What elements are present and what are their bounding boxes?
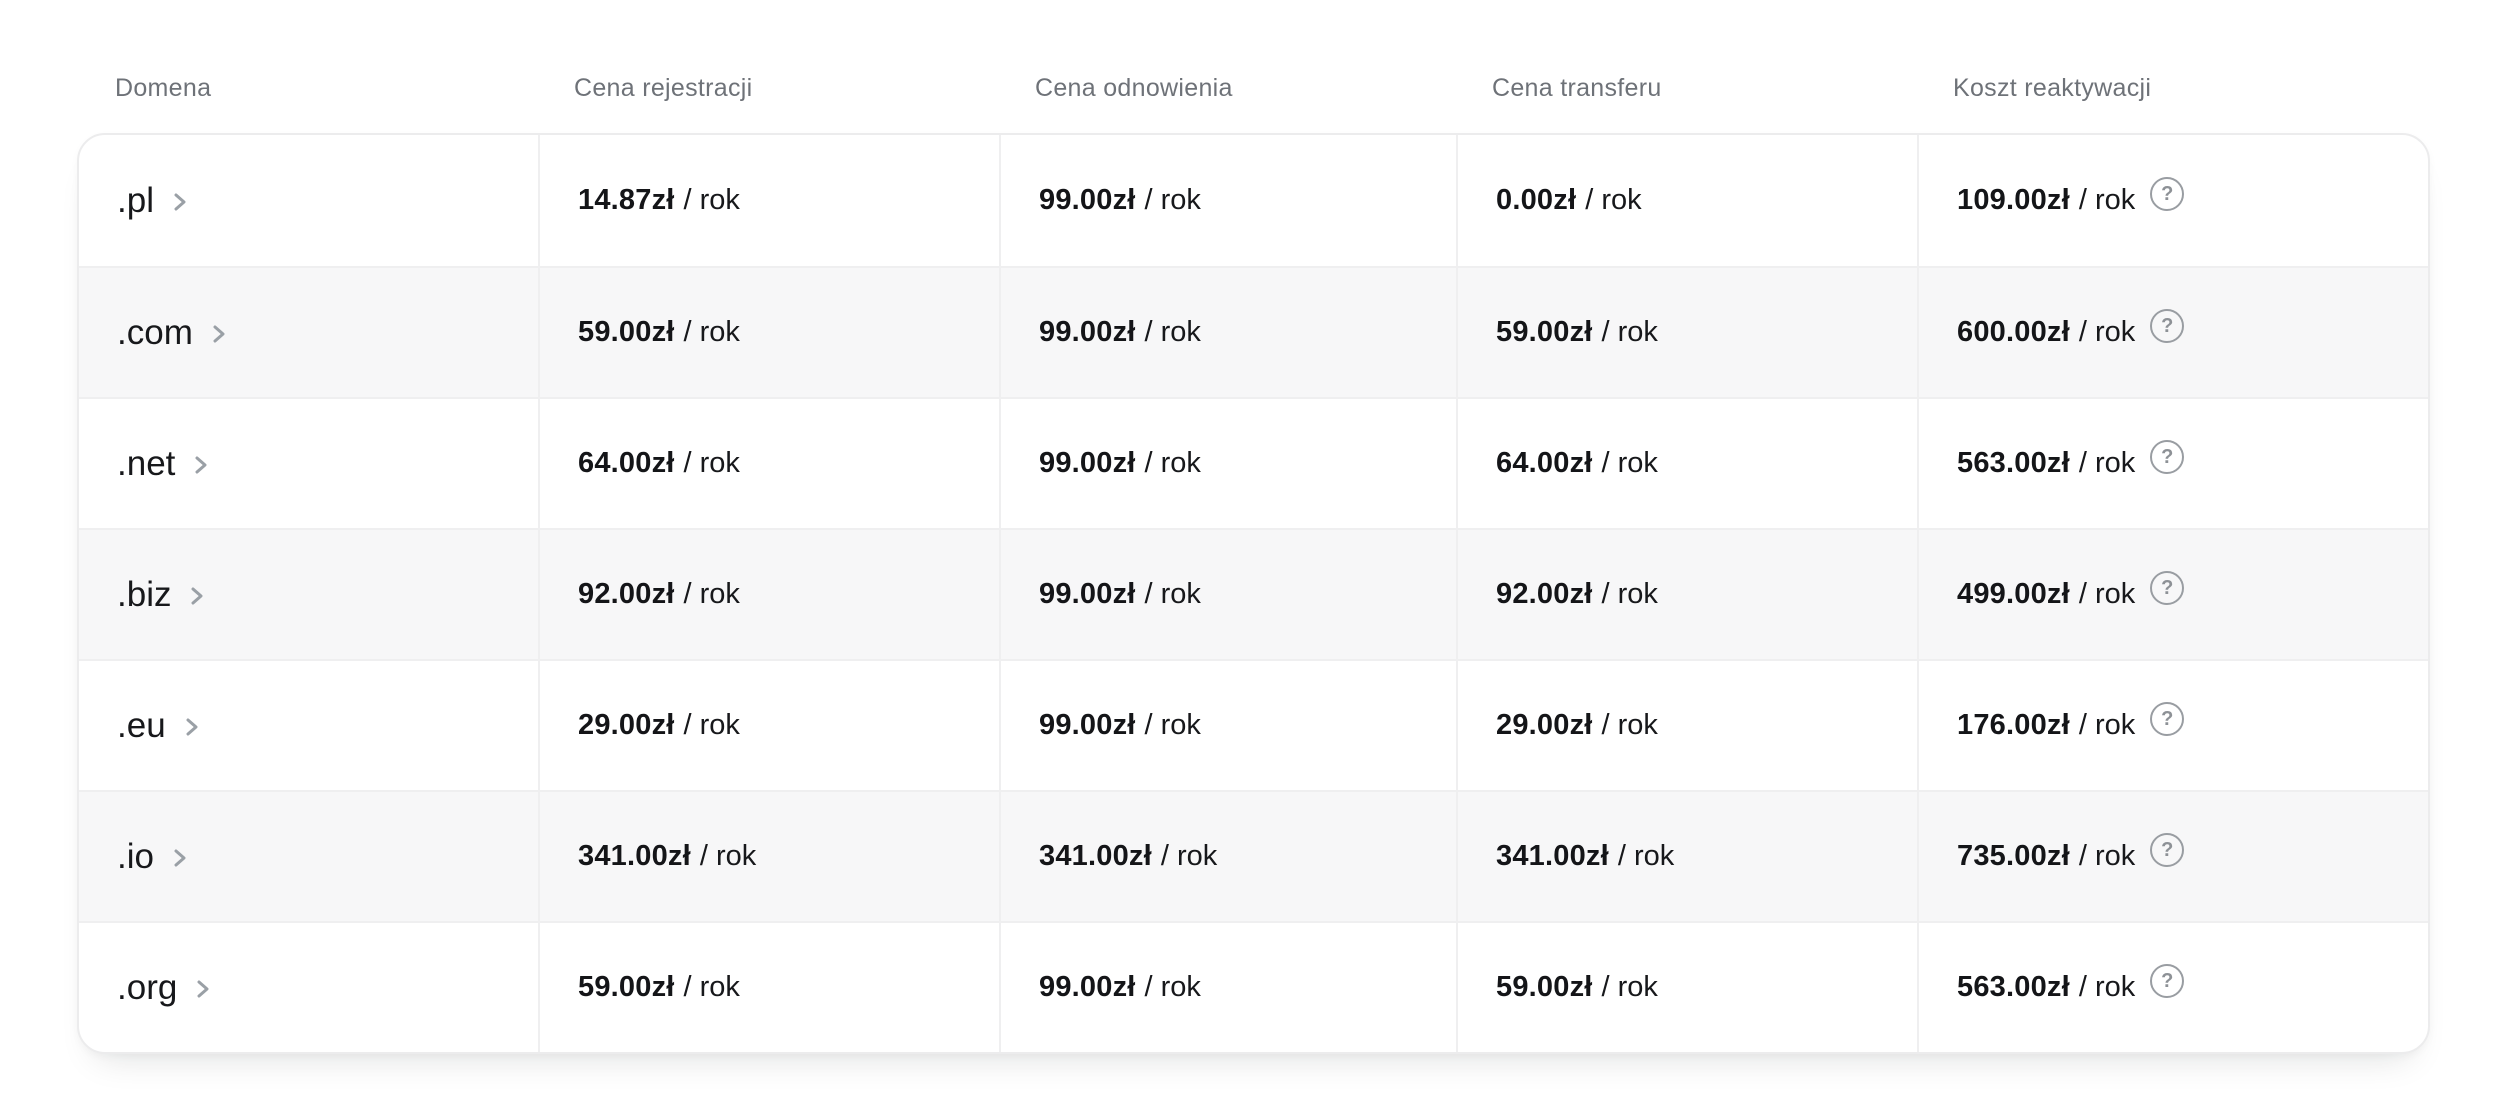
domain-link[interactable] — [117, 444, 209, 484]
help-icon[interactable]: ? — [2150, 440, 2184, 474]
table-row — [79, 659, 2428, 790]
transfer-price-cell — [1456, 135, 1917, 266]
domain-label: .io — [117, 836, 154, 876]
price-period: / rok — [683, 709, 740, 741]
help-icon[interactable]: ? — [2150, 702, 2184, 736]
transfer-price-cell — [1456, 792, 1917, 921]
chevron-right-icon — [172, 845, 188, 871]
reactivation-price-cell — [1917, 399, 2428, 528]
reactivation-price-cell — [1917, 923, 2428, 1052]
price-value: 59.00zł — [1496, 971, 1593, 1003]
price-value: 600.00zł — [1957, 316, 2070, 348]
price-value: 0.00zł — [1496, 184, 1577, 216]
column-header-koszt-reaktywacji: Koszt reaktywacji — [1953, 74, 2152, 102]
domain-link[interactable] — [117, 837, 188, 877]
price-value: 59.00zł — [1496, 316, 1593, 348]
column-header-cena-rejestracji: Cena rejestracji — [574, 74, 753, 102]
domain-label: .org — [117, 967, 178, 1007]
registration-price-cell — [538, 661, 999, 790]
help-icon[interactable]: ? — [2150, 964, 2184, 998]
price-period: / rok — [2078, 447, 2136, 479]
help-icon[interactable]: ? — [2150, 833, 2184, 867]
transfer-price-cell — [1456, 661, 1917, 790]
price-value: 499.00zł — [1957, 578, 2070, 610]
transfer-price-cell — [1456, 268, 1917, 397]
price-value: 563.00zł — [1957, 447, 2070, 479]
price-value: 99.00zł — [1039, 578, 1136, 610]
chevron-right-icon — [195, 976, 211, 1002]
domain-link[interactable] — [117, 313, 227, 353]
reactivation-price-cell — [1917, 268, 2428, 397]
domain-cell — [79, 268, 538, 397]
renewal-price-cell — [999, 399, 1456, 528]
price-period: / rok — [1601, 578, 1658, 610]
table-header-row — [77, 70, 2430, 106]
domain-cell — [79, 135, 538, 266]
price-value: 59.00zł — [578, 316, 675, 348]
reactivation-price-cell — [1917, 135, 2428, 266]
price-period: / rok — [699, 840, 757, 872]
pricing-card — [77, 133, 2430, 1054]
price-value: 341.00zł — [1039, 840, 1152, 872]
domain-link[interactable] — [117, 706, 200, 746]
price-value: 99.00zł — [1039, 447, 1136, 479]
price-period: / rok — [1585, 184, 1642, 216]
table-row — [79, 397, 2428, 528]
domain-cell — [79, 399, 538, 528]
price-value: 341.00zł — [578, 840, 691, 872]
renewal-price-cell — [999, 268, 1456, 397]
price-period: / rok — [2078, 184, 2136, 216]
price-period: / rok — [683, 971, 740, 1003]
chevron-right-icon — [172, 189, 188, 215]
table-row — [79, 266, 2428, 397]
price-period: / rok — [1601, 971, 1658, 1003]
reactivation-price-cell — [1917, 661, 2428, 790]
renewal-price-cell — [999, 923, 1456, 1052]
price-value: 176.00zł — [1957, 709, 2070, 741]
transfer-price-cell — [1456, 530, 1917, 659]
price-period: / rok — [2078, 578, 2136, 610]
transfer-price-cell — [1456, 399, 1917, 528]
transfer-price-cell — [1456, 923, 1917, 1052]
table-row — [79, 528, 2428, 659]
price-period: / rok — [1160, 840, 1218, 872]
chevron-right-icon — [211, 321, 227, 347]
reactivation-price-cell — [1917, 530, 2428, 659]
column-header-domena: Domena — [115, 74, 212, 102]
price-period: / rok — [1144, 447, 1201, 479]
price-period: / rok — [2078, 709, 2136, 741]
pricing-table — [77, 70, 2430, 1054]
price-period: / rok — [2078, 971, 2136, 1003]
domain-cell — [79, 530, 538, 659]
price-period: / rok — [2078, 316, 2136, 348]
price-value: 64.00zł — [578, 447, 675, 479]
price-value: 99.00zł — [1039, 184, 1136, 216]
registration-price-cell — [538, 399, 999, 528]
price-period: / rok — [1144, 971, 1201, 1003]
domain-cell — [79, 923, 538, 1052]
price-value: 92.00zł — [578, 578, 675, 610]
domain-link[interactable] — [117, 575, 205, 615]
help-icon[interactable]: ? — [2150, 571, 2184, 605]
price-period: / rok — [1144, 709, 1201, 741]
reactivation-price-cell — [1917, 792, 2428, 921]
chevron-right-icon — [193, 452, 209, 478]
price-value: 99.00zł — [1039, 709, 1136, 741]
price-value: 341.00zł — [1496, 840, 1609, 872]
price-value: 29.00zł — [578, 709, 675, 741]
price-period: / rok — [683, 184, 740, 216]
price-period: / rok — [1144, 578, 1201, 610]
column-header-cena-transferu: Cena transferu — [1492, 74, 1662, 102]
price-period: / rok — [1601, 709, 1658, 741]
domain-link[interactable] — [117, 181, 188, 221]
chevron-right-icon — [184, 714, 200, 740]
registration-price-cell — [538, 135, 999, 266]
price-value: 64.00zł — [1496, 447, 1593, 479]
domain-label: .biz — [117, 574, 172, 614]
registration-price-cell — [538, 268, 999, 397]
help-icon[interactable]: ? — [2150, 177, 2184, 211]
registration-price-cell — [538, 923, 999, 1052]
price-value: 735.00zł — [1957, 840, 2070, 872]
registration-price-cell — [538, 792, 999, 921]
column-header-cena-odnowienia: Cena odnowienia — [1035, 74, 1233, 102]
price-value: 29.00zł — [1496, 709, 1593, 741]
price-period: / rok — [2078, 840, 2136, 872]
price-value: 109.00zł — [1957, 184, 2070, 216]
price-period: / rok — [1601, 316, 1658, 348]
price-value: 99.00zł — [1039, 316, 1136, 348]
domain-label: .eu — [117, 705, 166, 745]
price-period: / rok — [1617, 840, 1675, 872]
table-row — [79, 135, 2428, 266]
renewal-price-cell — [999, 135, 1456, 266]
registration-price-cell — [538, 530, 999, 659]
help-icon[interactable]: ? — [2150, 309, 2184, 343]
domain-label: .com — [117, 312, 193, 352]
price-period: / rok — [1144, 316, 1201, 348]
domain-label: .pl — [117, 180, 154, 220]
domain-cell — [79, 792, 538, 921]
price-value: 14.87zł — [578, 184, 675, 216]
table-row — [79, 790, 2428, 921]
price-value: 99.00zł — [1039, 971, 1136, 1003]
domain-cell — [79, 661, 538, 790]
price-value: 59.00zł — [578, 971, 675, 1003]
renewal-price-cell — [999, 661, 1456, 790]
price-period: / rok — [1601, 447, 1658, 479]
price-period: / rok — [683, 447, 740, 479]
price-period: / rok — [1144, 184, 1201, 216]
price-value: 563.00zł — [1957, 971, 2070, 1003]
renewal-price-cell — [999, 530, 1456, 659]
domain-link[interactable] — [117, 968, 211, 1008]
price-value: 92.00zł — [1496, 578, 1593, 610]
domain-label: .net — [117, 443, 176, 483]
renewal-price-cell — [999, 792, 1456, 921]
price-period: / rok — [683, 578, 740, 610]
chevron-right-icon — [189, 583, 205, 609]
price-period: / rok — [683, 316, 740, 348]
table-row — [79, 921, 2428, 1052]
